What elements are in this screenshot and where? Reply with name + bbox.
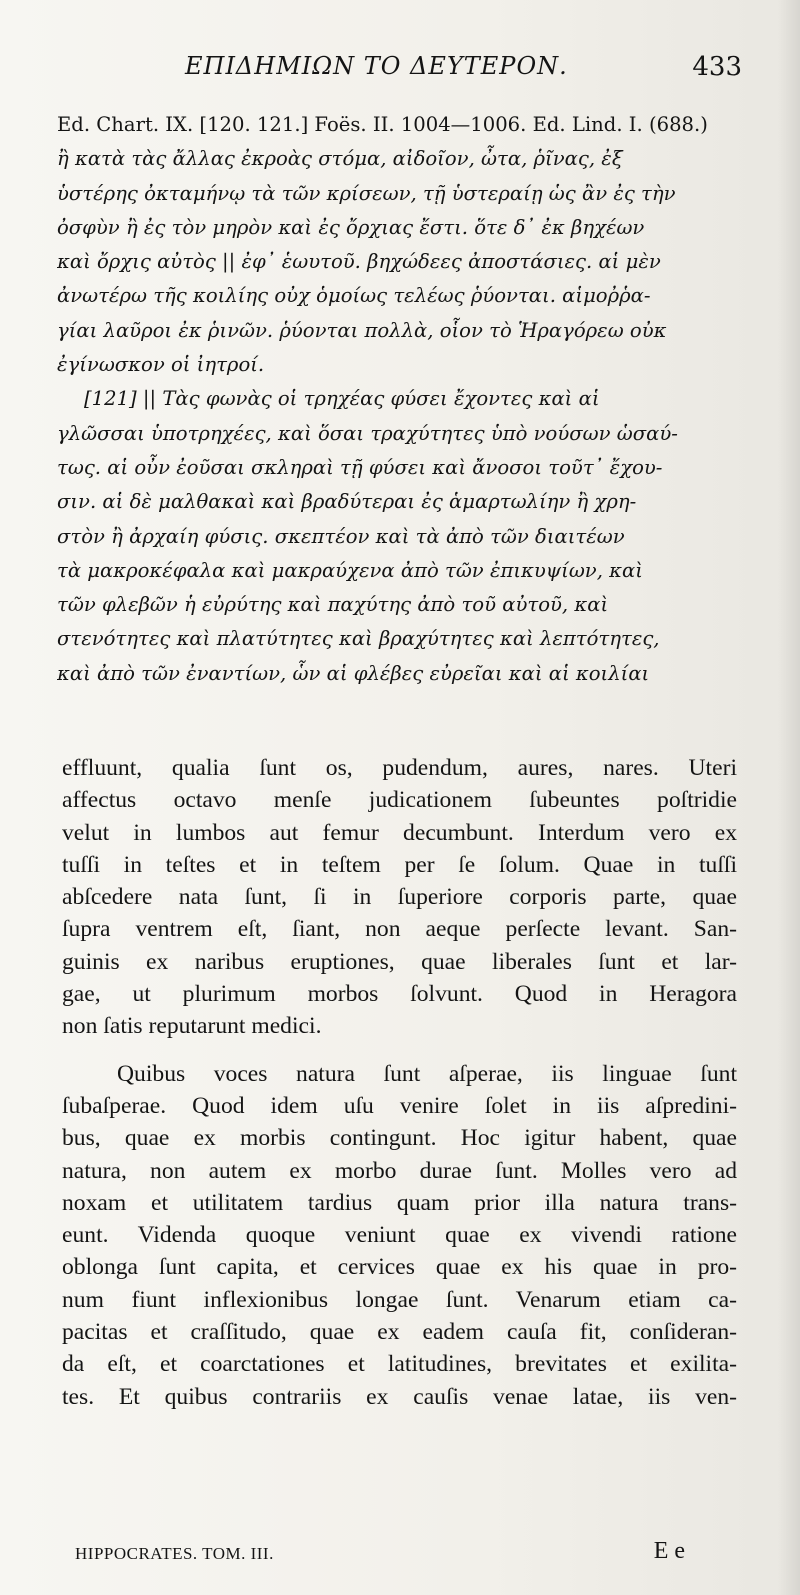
- latin-line: pacitas et craſſitudo, quae ex eadem cauſa fit, conſideran-: [62, 1319, 737, 1346]
- greek-line: καὶ ὄρχις αὐτὸς || ἐφ᾽ ἑωυτοῦ. βηχώδεες ἀποστάσιες. αἱ μὲν: [57, 250, 661, 274]
- latin-line: num fiunt inflexionibus longae ſunt. Venarum etiam ca-: [62, 1286, 737, 1313]
- greek-line: ὑστέρης ὀκταμήνῳ τὰ τῶν κρίσεων, τῇ ὑστεραίῃ ὡς ἂν ἐς τὴν: [57, 181, 676, 205]
- greek-line: τὰ μακροκέφαλα καὶ μακραύχενα ἀπὸ τῶν ἐπικυψίων, καὶ: [57, 558, 643, 582]
- latin-line: tuſſi in teſtes et in teſtem per ſe ſolum. Quae in tuſſi: [62, 851, 737, 878]
- signature-mark: E e: [653, 1538, 685, 1564]
- greek-line: ἀνωτέρω τῆς κοιλίης οὐχ ὁμοίως τελέως ῥύονται. αἱμοῤῥα-: [57, 284, 651, 308]
- greek-text-block: [57, 108, 742, 691]
- latin-line: velut in lumbos aut femur decumbunt. Interdum vero ex: [62, 819, 737, 846]
- latin-line: guinis ex naribus eruptiones, quae liberales ſunt et lar-: [62, 948, 737, 975]
- latin-line: bus, quae ex morbis contingunt. Hoc igitur habent, quae: [62, 1125, 737, 1152]
- latin-line: gae, ut plurimum morbos ſolvunt. Quod in Heragora: [62, 981, 737, 1008]
- greek-line: ἢ κατὰ τὰς ἄλλας ἐκροὰς στόμα, αἰδοῖον, ὦτα, ῥῖνας, ἐξ: [57, 147, 623, 171]
- latin-translation-block: [62, 752, 737, 1413]
- latin-line: ſubaſperae. Quod idem uſu venire ſolet in iis aſpredini-: [62, 1092, 737, 1119]
- edition-reference-line: Ed. Chart. IX. [120. 121.] Foës. II. 1004—1006. Ed. Lind. I. (688.): [57, 113, 708, 136]
- latin-line: non ſatis reputarunt medici.: [62, 1013, 322, 1040]
- page-edge-shadow: [778, 0, 800, 1595]
- greek-line: ὀσφὺν ἢ ἐς τὸν μηρὸν καὶ ἐς ὄρχιας ἔστι. ὅτε δ᾽ ἐκ βηχέων: [57, 215, 645, 239]
- latin-line: oblonga ſunt capita, et cervices quae ex his quae in pro-: [62, 1254, 737, 1281]
- greek-line: ἐγίνωσκον οἱ ἰητροί.: [57, 353, 265, 377]
- latin-line: eunt. Videnda quoque veniunt quae ex vivendi ratione: [62, 1222, 737, 1249]
- greek-line: καὶ ἀπὸ τῶν ἐναντίων, ὧν αἱ φλέβες εὐρεῖαι καὶ αἱ κοιλίαι: [57, 661, 650, 685]
- greek-line: σιν. αἱ δὲ μαλθακαὶ καὶ βραδύτεραι ἐς ἁμαρτωλίην ἢ χρη-: [57, 490, 637, 514]
- greek-line: τῶν φλεβῶν ἡ εὐρύτης καὶ παχύτης ἀπὸ τοῦ αὐτοῦ, καὶ: [57, 593, 609, 617]
- latin-line: ſupra ventrem eſt, ſiant, non aeque perſecte levant. San-: [62, 916, 737, 943]
- running-title: ΕΠΙΔΗΜΙΩΝ ΤΟ ΔΕΥΤΕΡΟΝ.: [185, 52, 568, 80]
- greek-line: στὸν ἢ ἀρχαίη φύσις. σκεπτέον καὶ τὰ ἀπὸ τῶν διαιτέων: [57, 524, 625, 548]
- greek-line: στενότητες καὶ πλατύτητες καὶ βραχύτητες καὶ λεπτότητες,: [57, 627, 660, 651]
- page-number: 433: [692, 52, 742, 82]
- latin-line: affectus octavo menſe judicationem ſubeuntes poſtridie: [62, 787, 737, 814]
- greek-line: [121] || Τὰς φωνὰς οἱ τρηχέας φύσει ἔχοντες καὶ αἱ: [84, 387, 600, 411]
- latin-line: noxam et utilitatem tardius quam prior illa natura trans-: [62, 1189, 737, 1216]
- greek-line: γίαι λαῦροι ἐκ ῥινῶν. ῥύονται πολλὰ, οἷον τὸ Ἡραγόρεω οὐκ: [57, 318, 667, 342]
- greek-line: τως. αἱ οὖν ἐοῦσαι σκληραὶ τῇ φύσει καὶ ἄνοσοι τοῦτ᾽ ἔχου-: [57, 455, 663, 479]
- paragraph-gap: [62, 1043, 737, 1058]
- latin-line: natura, non autem ex morbo durae ſunt. Molles vero ad: [62, 1157, 737, 1184]
- latin-line: Quibus voces natura ſunt aſperae, iis linguae ſunt: [117, 1060, 737, 1087]
- latin-line: effluunt, qualia ſunt os, pudendum, aures, nares. Uteri: [62, 755, 737, 781]
- latin-line: da eſt, et coarctationes et latitudines, brevitates et exilita-: [62, 1351, 737, 1378]
- signature-line: HIPPOCRATES. TOM. III.: [75, 1544, 274, 1563]
- latin-line: abſcedere nata ſunt, ſi in ſuperiore corporis parte, quae: [62, 884, 737, 911]
- latin-line: tes. Et quibus contrariis ex cauſis venae latae, iis ven-: [62, 1383, 737, 1410]
- page-footer: [75, 1538, 685, 1572]
- page-header: [95, 52, 742, 92]
- greek-line: γλῶσσαι ὑποτρηχέες, καὶ ὅσαι τραχύτητες ὑπὸ νούσων ὡσαύ-: [57, 421, 678, 445]
